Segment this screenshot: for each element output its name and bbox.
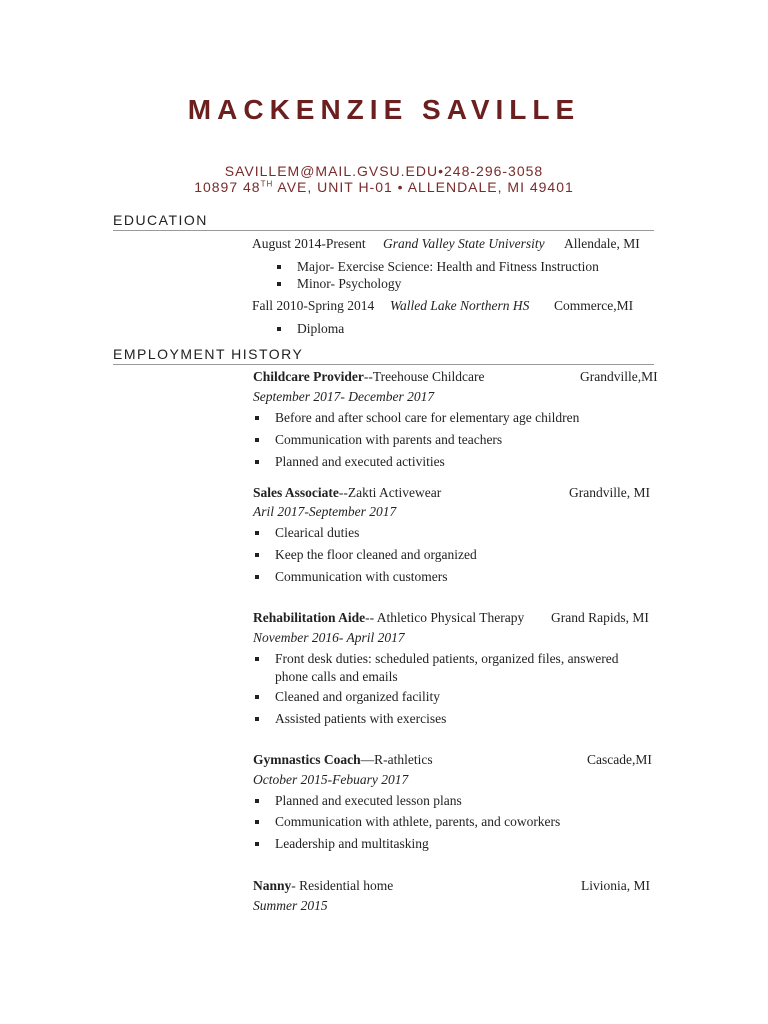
job-location: Cascade,MI (587, 752, 652, 767)
job-dates: Summer 2015 (253, 898, 328, 913)
job-separator: -- (363, 369, 373, 384)
education-heading: EDUCATION (113, 212, 654, 231)
education-location: Allendale, MI (564, 236, 640, 251)
job-dates: November 2016- April 2017 (253, 630, 405, 645)
address-ordinal: TH (260, 179, 274, 189)
job-title-line (253, 610, 524, 626)
job-bullet: Cleaned and organized facility (275, 689, 441, 704)
education-bullet: Diploma (297, 321, 345, 336)
job-bullet: Assisted patients with exercises (275, 711, 447, 726)
job-title-line (253, 878, 393, 894)
address-rest: AVE, UNIT H-01 • ALLENDALE, MI 49401 (273, 179, 574, 195)
education-bullet: Major- Exercise Science: Health and Fitness Instruction (297, 259, 599, 274)
job-title: Gymnastics Coach (253, 752, 361, 767)
education-school: Grand Valley State University (383, 236, 545, 251)
job-organization: Residential home (299, 878, 394, 893)
education-school: Walled Lake Northern HS (390, 298, 530, 313)
job-separator: - (291, 878, 300, 893)
job-title: Childcare Provider (253, 369, 364, 384)
job-bullet: Before and after school care for elementary age children (275, 410, 580, 425)
job-organization: R-athletics (374, 752, 433, 767)
job-title-line (253, 752, 433, 768)
job-bullet: Planned and executed lesson plans (275, 793, 462, 808)
education-dates: Fall 2010-Spring 2014 (252, 298, 375, 313)
job-organization: Zakti Activewear (347, 485, 442, 500)
contact-address (0, 179, 768, 195)
education-location: Commerce,MI (554, 298, 634, 313)
job-bullet: Front desk duties: scheduled patients, organized files, answered (275, 651, 619, 666)
job-location: Livionia, MI (581, 878, 650, 893)
job-bullet: Communication with customers (275, 569, 448, 584)
education-bullet: Minor- Psychology (297, 276, 402, 291)
job-title: Sales Associate (253, 485, 339, 500)
job-separator: -- (338, 485, 348, 500)
job-title: Rehabilitation Aide (253, 610, 366, 625)
address-number: 10897 48 (194, 179, 261, 195)
job-bullet-continuation: phone calls and emails (275, 669, 398, 684)
job-location: Grandville, MI (569, 485, 650, 500)
job-separator: — (360, 752, 375, 767)
job-bullet: Clearical duties (275, 525, 360, 540)
job-location: Grandville,MI (580, 369, 658, 384)
education-dates: August 2014-Present (252, 236, 366, 251)
contact-email-phone: SAVILLEM@MAIL.GVSU.EDU•248-296-3058 (224, 163, 544, 179)
job-dates: Aril 2017-September 2017 (253, 504, 397, 519)
job-title: Nanny (253, 878, 292, 893)
job-separator: -- (365, 610, 377, 625)
job-organization: Athletico Physical Therapy (376, 610, 525, 625)
resume-name: MACKENZIE SAVILLE (187, 94, 581, 125)
job-bullet: Leadership and multitasking (275, 836, 429, 851)
job-dates: October 2015-Febuary 2017 (253, 772, 409, 787)
job-bullet: Keep the floor cleaned and organized (275, 547, 477, 562)
job-dates: September 2017- December 2017 (253, 389, 435, 404)
job-bullet: Communication with athlete, parents, and coworkers (275, 814, 561, 829)
job-organization: Treehouse Childcare (372, 369, 485, 384)
job-title-line (253, 485, 441, 501)
job-location: Grand Rapids, MI (551, 610, 649, 625)
job-title-line (253, 369, 484, 385)
employment-heading: EMPLOYMENT HISTORY (113, 346, 654, 365)
job-bullet: Communication with parents and teachers (275, 432, 503, 447)
job-bullet: Planned and executed activities (275, 454, 445, 469)
